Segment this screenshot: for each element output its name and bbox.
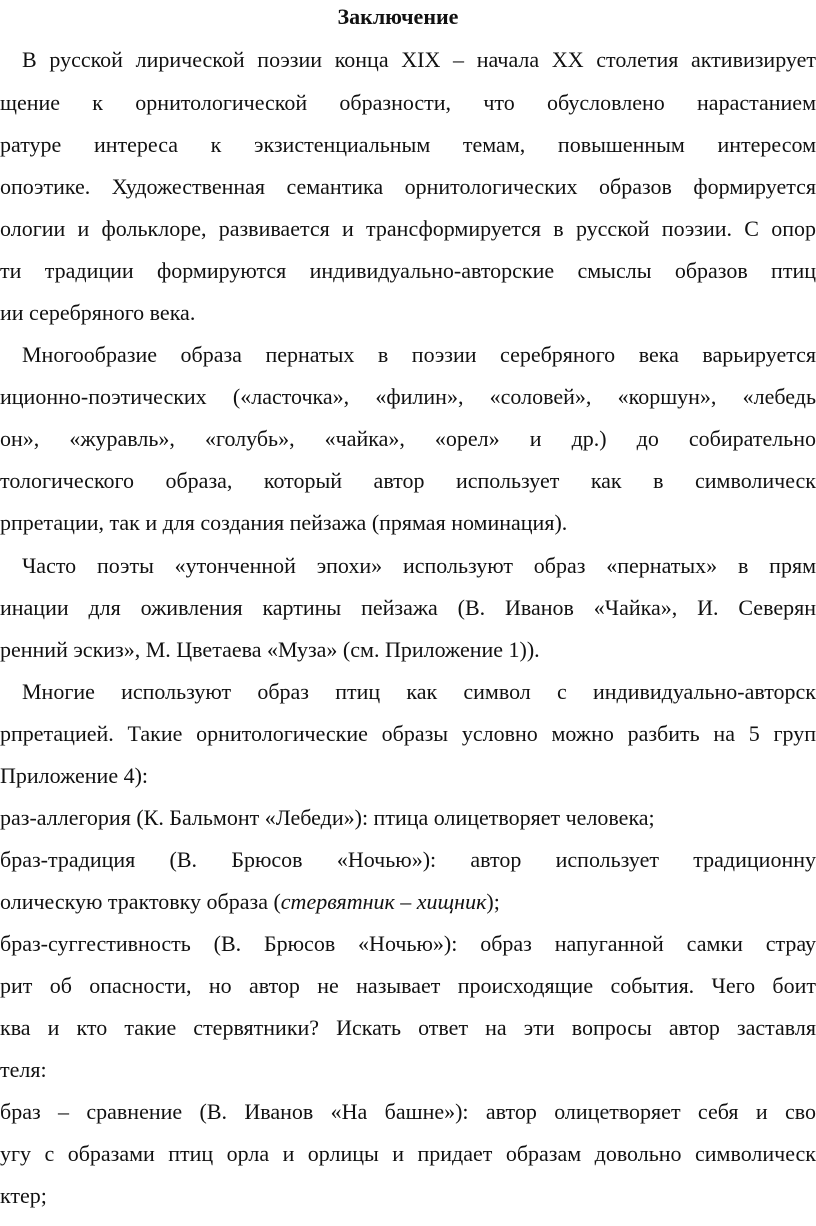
text-line: щение к орнитологической образности, что обусловлено нарастанием <box>0 90 816 115</box>
text-line: инации для оживления картины пейзажа (В. Иванов «Чайка», И. Северян <box>0 595 816 620</box>
text-line: тологического образа, который автор использует как в символическ <box>0 468 816 493</box>
text-line: рит об опасности, но автор не называет происходящие события. Чего боит <box>0 973 816 998</box>
text-line: иционно-поэтических («ласточка», «филин», «соловей», «коршун», «лебедь <box>0 384 816 409</box>
text-line: теля: <box>0 1057 47 1082</box>
text-line: рпретации, так и для создания пейзажа (прямая номинация). <box>0 510 568 535</box>
text-line: Часто поэты «утонченной эпохи» используют образ «пернатых» в прям <box>22 553 816 578</box>
italic-term: стервятник – хищник <box>280 889 487 914</box>
text-line: ква и кто такие стервятники? Искать ответ на эти вопросы автор заставля <box>0 1015 816 1040</box>
list-item: браз – сравнение (В. Иванов «На башне»): автор олицетворяет себя и сво <box>0 1099 816 1124</box>
list-item: раз-аллегория (К. Бальмонт «Лебеди»): птица олицетворяет человека; <box>0 805 655 830</box>
text-line: Многообразие образа пернатых в поэзии серебряного века варьируется <box>22 342 816 367</box>
text-line: ратуре интереса к экзистенциальным темам, повышенным интересом <box>0 132 816 157</box>
text-line: В русской лирической поэзии конца XIX – начала XX столетия активизирует <box>22 47 816 72</box>
list-item <box>0 887 816 917</box>
text-line: ренний эскиз», М. Цветаева «Муза» (см. Приложение 1)). <box>0 637 540 662</box>
text-line: рпретацией. Такие орнитологические образы условно можно разбить на 5 груп <box>0 721 816 746</box>
text-line: ти традиции формируются индивидуально-авторские смыслы образов птиц <box>0 258 816 283</box>
page-title: Заключение <box>337 4 459 29</box>
text-line: Многие используют образ птиц как символ с индивидуально-авторск <box>22 679 816 704</box>
text-line: опоэтике. Художественная семантика орнитологических образов формируется <box>0 174 816 199</box>
text-line: ии серебряного века. <box>0 300 196 325</box>
text-line: ологии и фольклоре, развивается и трансформируется в русской поэзии. С опор <box>0 216 816 241</box>
text-line: он», «журавль», «голубь», «чайка», «орел» и др.) до собирательно <box>0 426 816 451</box>
text-fragment: олическую трактовку образа ( <box>0 889 281 914</box>
text-line: Приложение 4): <box>0 763 149 788</box>
text-line: ктер; <box>0 1183 47 1208</box>
list-item: браз-традиция (В. Брюсов «Ночью»): автор использует традиционну <box>0 847 816 872</box>
text-fragment: ); <box>486 889 500 914</box>
text-line: угу с образами птиц орла и орлицы и придает образам довольно символическ <box>0 1141 816 1166</box>
list-item: браз-суггестивность (В. Брюсов «Ночью»): образ напуганной самки страу <box>0 931 816 956</box>
